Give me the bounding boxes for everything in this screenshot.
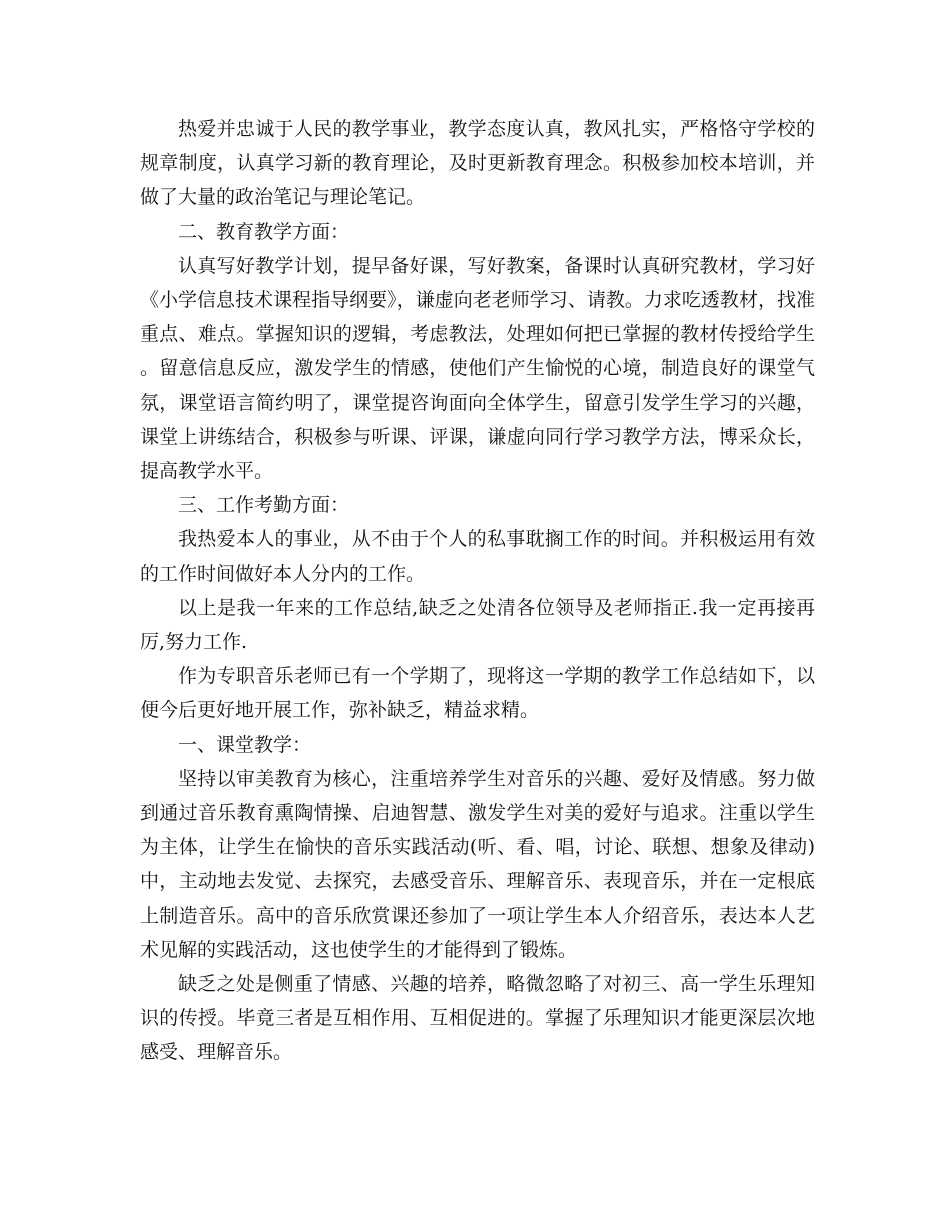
paragraph-shortcomings: 缺乏之处是侧重了情感、兴趣的培养，略微忽略了对初三、高一学生乐理知识的传授。毕竟三者是互相作用、互相促进的。掌握了乐理知识才能更深层次地感受、理解音乐。 [140, 973, 815, 1064]
section-heading-attendance: 三、工作考勤方面： [178, 494, 350, 517]
document-body [140, 112, 815, 1070]
paragraph-dedication: 热爱并忠诚于人民的教学事业，教学态度认真，教风扎实，严格恪守学校的规章制度，认真学习新的教育理论，及时更新教育理念。积极参加校本培训，并做了大量的政治笔记与理论笔记。 [140, 118, 815, 209]
paragraph-attendance: 我热爱本人的事业，从不由于个人的私事耽搁工作的时间。并积极运用有效的工作时间做好本人分内的工作。 [140, 528, 815, 585]
paragraph-summary: 以上是我一年来的工作总结,缺乏之处清各位领导及老师指正.我一定再接再厉,努力工作. [140, 596, 815, 654]
section-heading-teaching: 二、教育教学方面： [178, 220, 350, 243]
paragraph-classroom: 坚持以审美教育为核心，注重培养学生对音乐的兴趣、爱好及情感。努力做到通过音乐教育熏陶情操、启迪智慧、激发学生对美的爱好与追求。注重以学生为主体，让学生在愉快的音乐实践活动(听、看、唱，讨论、联想、想象及律动)中，主动地去发觉、去探究，去感受音乐、理解音乐、表现音乐，并在一定根底上制造音乐。高中的音乐欣赏课还参加了一项让学生本人介绍音乐，表达本人艺术见解的实践活动，这也使学生的才能得到了锻炼。 [140, 767, 815, 961]
paragraph-music-intro: 作为专职音乐老师已有一个学期了，现将这一学期的教学工作总结如下，以便今后更好地开展工作，弥补缺乏，精益求精。 [140, 665, 815, 722]
paragraph-teaching: 认真写好教学计划，提早备好课，写好教案，备课时认真研究教材，学习好《小学信息技术课程指导纲要》，谦虚向老老师学习、请教。力求吃透教材，找准重点、难点。掌握知识的逻辑，考虑教法，处理如何把已掌握的教材传授给学生。留意信息反应，激发学生的情感，使他们产生愉悦的心境，制造良好的课堂气氛，课堂语言简约明了，课堂提咨询面向全体学生，留意引发学生学习的兴趣，课堂上讲练结合，积极参与听课、评课，谦虚向同行学习教学方法，博采众长，提高教学水平。 [140, 254, 815, 483]
section-heading-classroom: 一、课堂教学： [178, 733, 312, 756]
